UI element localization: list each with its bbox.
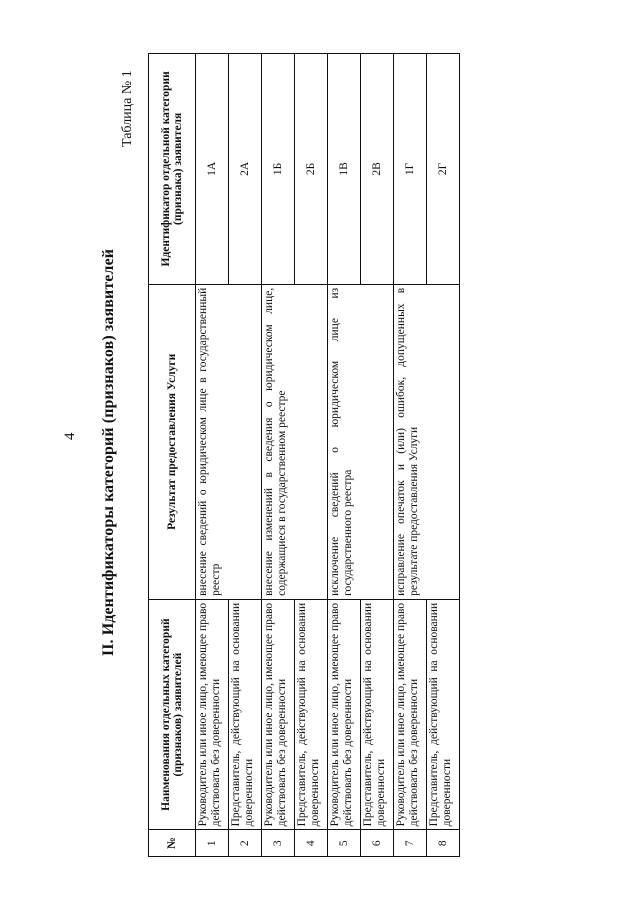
row-number: 7 — [394, 830, 427, 857]
row-identifier: 2Б — [295, 54, 328, 285]
row-category-name: Руководитель или иное лицо, имеющее право действовать без доверенности — [196, 599, 229, 830]
table-row — [262, 54, 295, 857]
row-identifier: 2Г — [427, 54, 460, 285]
section-title: II. Идентификаторы категорий (признаков) заявителей — [100, 248, 117, 657]
row-category-name: Руководитель или иное лицо, имеющее право действовать без доверенности — [394, 599, 427, 830]
row-number: 5 — [328, 830, 361, 857]
row-number: 1 — [196, 830, 229, 857]
row-category-name: Представитель, действующий на основании доверенности — [361, 599, 394, 830]
row-number: 2 — [229, 830, 262, 857]
table-header-row — [149, 54, 196, 857]
row-category-name: Представитель, действующий на основании доверенности — [295, 599, 328, 830]
table-row — [394, 54, 427, 857]
row-category-name: Руководитель или иное лицо, имеющее право действовать без доверенности — [328, 599, 361, 830]
row-result: внесение изменений в сведения о юридическом лице, содержащиеся в государственном реестре — [262, 284, 328, 599]
row-result: исправление опечаток и (или) ошибок, допущенных в результате предоставления Услуги — [394, 284, 460, 599]
categories-table — [148, 53, 460, 857]
header-result: Результат предоставления Услуги — [149, 284, 196, 599]
row-identifier: 1В — [328, 54, 361, 285]
table-label: Таблица № 1 — [120, 70, 135, 147]
row-identifier: 1А — [196, 54, 229, 285]
page-number: 4 — [62, 432, 78, 440]
row-identifier: 1Г — [394, 54, 427, 285]
row-identifier: 2А — [229, 54, 262, 285]
header-category-name: Наименования отдельных категорий (признаков) заявителей — [149, 599, 196, 830]
row-number: 6 — [361, 830, 394, 857]
table-row — [328, 54, 361, 857]
row-number: 3 — [262, 830, 295, 857]
table-row — [196, 54, 229, 857]
row-number: 8 — [427, 830, 460, 857]
row-number: 4 — [295, 830, 328, 857]
row-category-name: Представитель, действующий на основании доверенности — [229, 599, 262, 830]
row-result: исключение сведений о юридическом лице из государственного реестра — [328, 284, 394, 599]
row-result: внесение сведений о юридическом лице в государственный реестр — [196, 284, 262, 599]
row-category-name: Руководитель или иное лицо, имеющее право действовать без доверенности — [262, 599, 295, 830]
row-category-name: Представитель, действующий на основании доверенности — [427, 599, 460, 830]
row-identifier: 1Б — [262, 54, 295, 285]
header-identifier: Идентификатор отдельной категории (признака) заявителя — [149, 54, 196, 285]
header-number: № — [149, 830, 196, 857]
row-identifier: 2В — [361, 54, 394, 285]
